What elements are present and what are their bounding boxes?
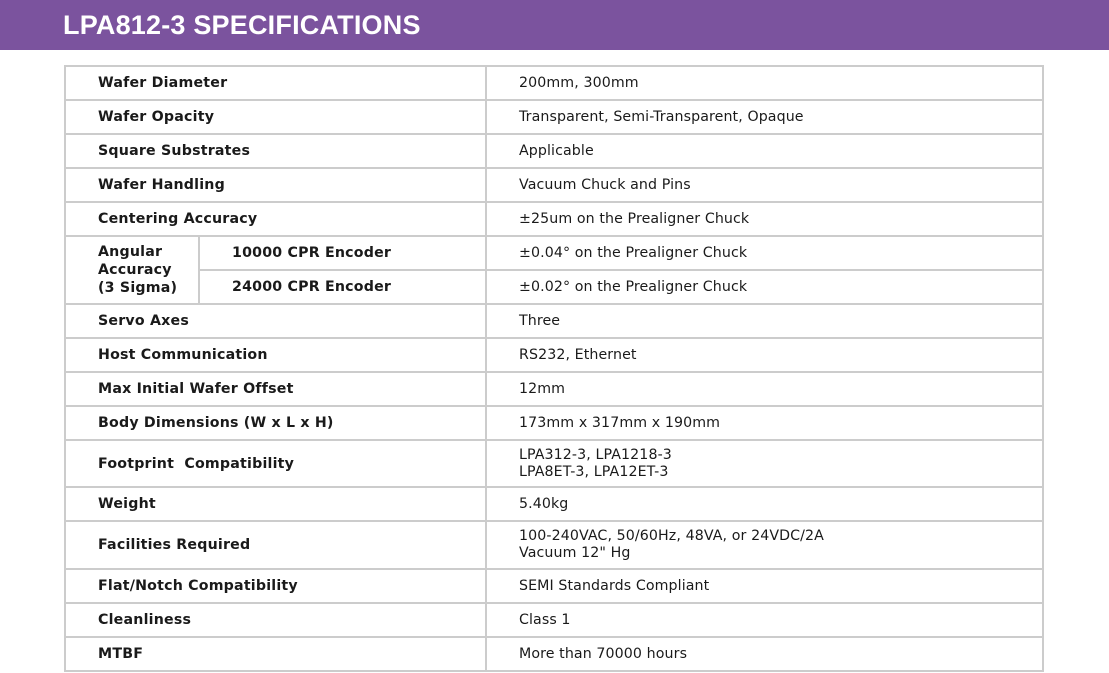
page-title: LPA812-3 SPECIFICATIONS: [63, 10, 421, 40]
spec-row-body-dimensions: [65, 406, 1043, 440]
encoder-sublabel: 10000 CPR Encoder: [199, 236, 486, 270]
angular-accuracy-label-line: (3 Sigma): [98, 280, 178, 296]
spec-value-line: 100-240VAC, 50/60Hz, 48VA, or 24VDC/2A: [519, 528, 824, 544]
spec-row-max-initial-wafer-offset: [65, 372, 1043, 406]
specifications-table: [64, 65, 1044, 672]
encoder-sublabel: 24000 CPR Encoder: [199, 270, 486, 304]
spec-label: Max Initial Wafer Offset: [65, 372, 486, 406]
spec-label: Cleanliness: [65, 603, 486, 637]
spec-row-flat-notch-compatibility: [65, 569, 1043, 603]
spec-row-wafer-handling: [65, 168, 1043, 202]
spec-label: Weight: [65, 487, 486, 521]
spec-value-line: Vacuum 12" Hg: [519, 545, 631, 561]
spec-value: 200mm, 300mm: [486, 66, 1043, 100]
spec-row-angular-accuracy-10000: [65, 236, 1043, 270]
spec-value: ±0.04° on the Prealigner Chuck: [486, 236, 1043, 270]
spec-row-servo-axes: [65, 304, 1043, 338]
spec-value: Three: [486, 304, 1043, 338]
spec-label: MTBF: [65, 637, 486, 671]
spec-label: Wafer Diameter: [65, 66, 486, 100]
spec-value: ±0.02° on the Prealigner Chuck: [486, 270, 1043, 304]
spec-value-line: LPA8ET-3, LPA12ET-3: [519, 463, 669, 480]
spec-row-wafer-opacity: [65, 100, 1043, 134]
spec-label: Flat/Notch Compatibility: [65, 569, 486, 603]
angular-accuracy-label-line: Angular: [98, 244, 163, 260]
spec-value: More than 70000 hours: [486, 637, 1043, 671]
spec-label: Servo Axes: [65, 304, 486, 338]
spec-value: Vacuum Chuck and Pins: [486, 168, 1043, 202]
header-banner: [0, 0, 1109, 50]
spec-label: Facilities Required: [65, 521, 486, 569]
spec-row-cleanliness: [65, 603, 1043, 637]
spec-value-line: LPA312-3, LPA1218-3: [519, 446, 672, 463]
spec-value: 12mm: [486, 372, 1043, 406]
spec-value: 5.40kg: [486, 487, 1043, 521]
spec-value: [486, 440, 1043, 487]
spec-label: Wafer Opacity: [65, 100, 486, 134]
spec-label: Wafer Handling: [65, 168, 486, 202]
spec-value: [486, 521, 1043, 569]
spec-value: ±25um on the Prealigner Chuck: [486, 202, 1043, 236]
spec-row-facilities-required: [65, 521, 1043, 569]
spec-row-wafer-diameter: [65, 66, 1043, 100]
spec-value: SEMI Standards Compliant: [486, 569, 1043, 603]
spec-row-square-substrates: [65, 134, 1043, 168]
spec-row-weight: [65, 487, 1043, 521]
spec-row-angular-accuracy-24000: [65, 270, 1043, 304]
angular-accuracy-label: [65, 236, 199, 304]
spec-value: Class 1: [486, 603, 1043, 637]
spec-label: Centering Accuracy: [65, 202, 486, 236]
spec-label: Footprint Compatibility: [65, 440, 486, 487]
spec-label: Square Substrates: [65, 134, 486, 168]
spec-row-footprint-compatibility: [65, 440, 1043, 487]
angular-accuracy-label-line: Accuracy: [98, 262, 172, 278]
spec-value: RS232, Ethernet: [486, 338, 1043, 372]
spec-value: Applicable: [486, 134, 1043, 168]
spec-value: Transparent, Semi-Transparent, Opaque: [486, 100, 1043, 134]
spec-row-mtbf: [65, 637, 1043, 671]
spec-value: 173mm x 317mm x 190mm: [486, 406, 1043, 440]
spec-label: Host Communication: [65, 338, 486, 372]
spec-label: Body Dimensions (W x L x H): [65, 406, 486, 440]
spec-row-centering-accuracy: [65, 202, 1043, 236]
spec-row-host-communication: [65, 338, 1043, 372]
